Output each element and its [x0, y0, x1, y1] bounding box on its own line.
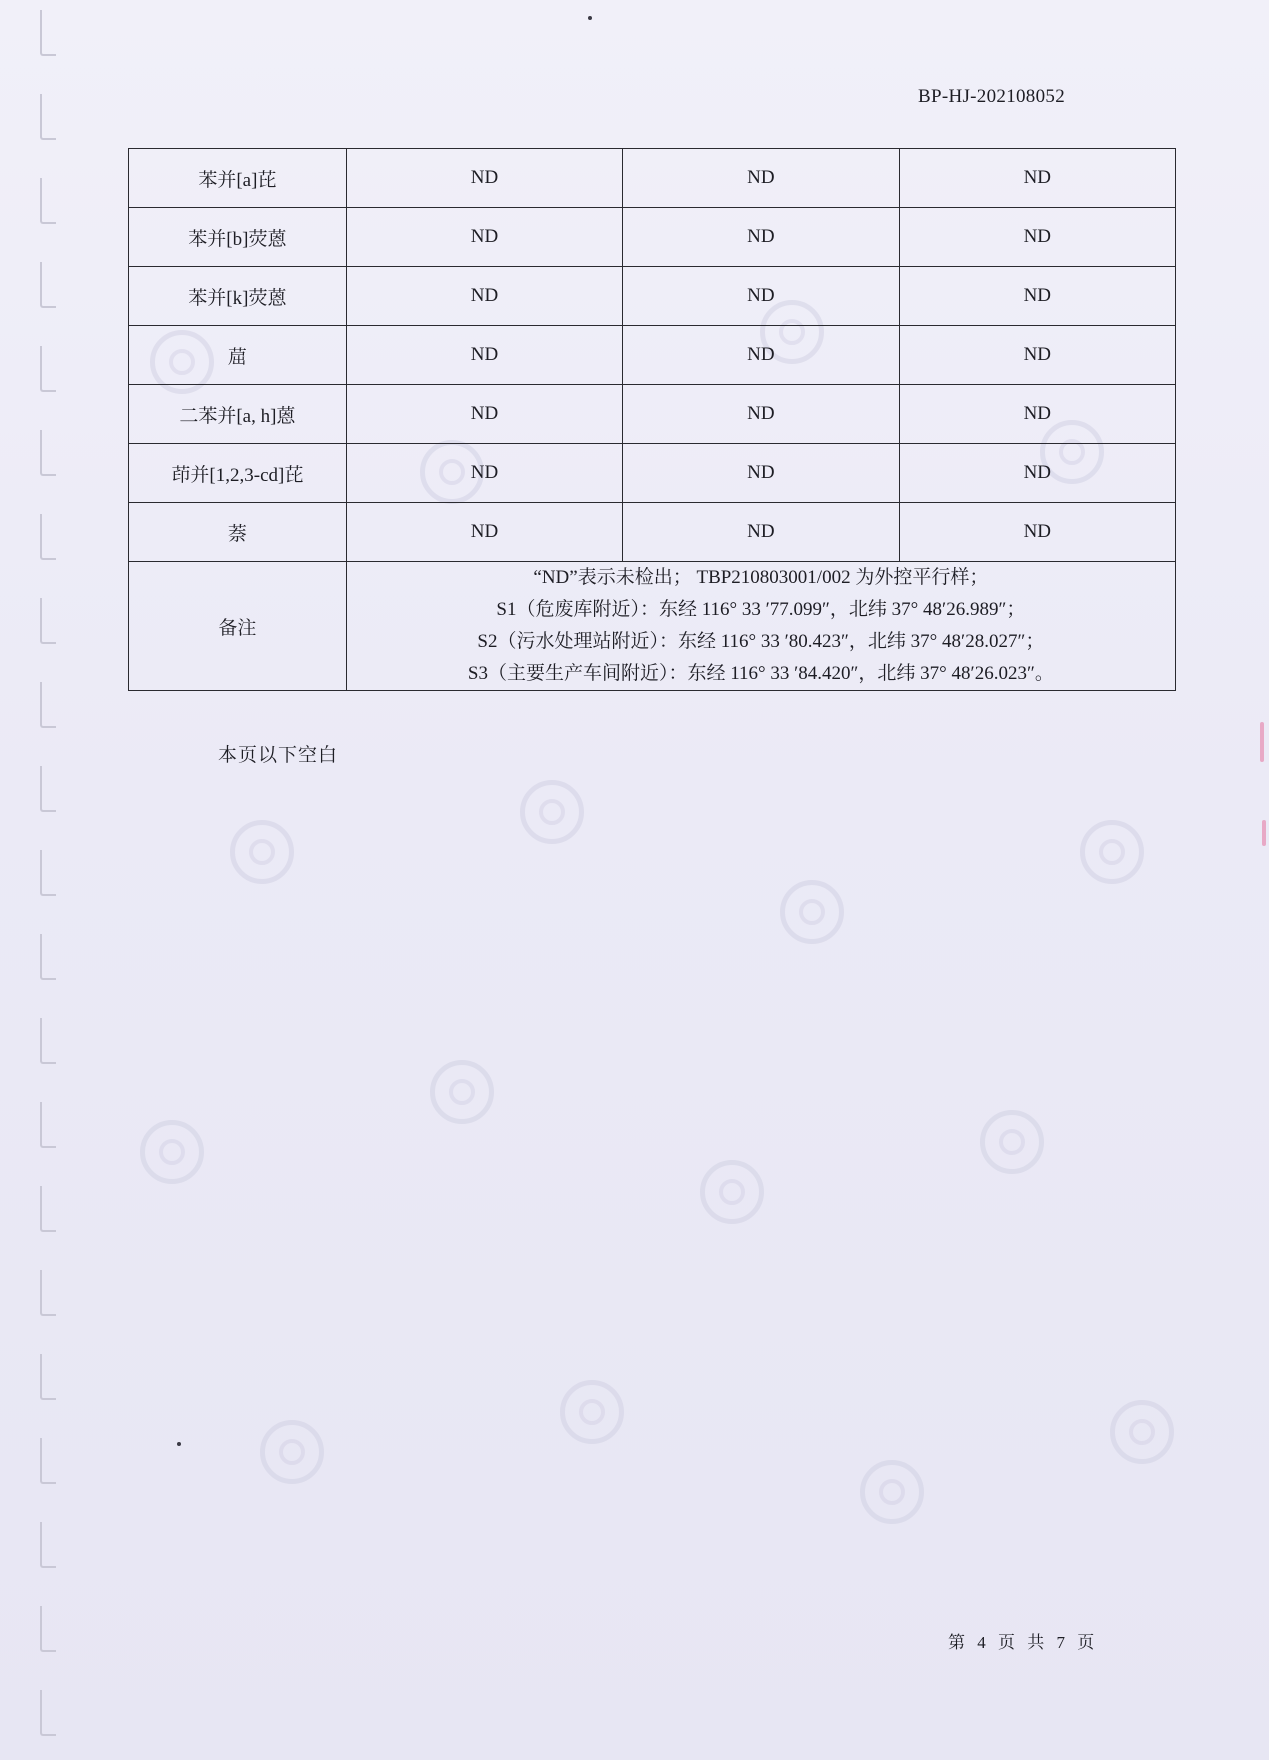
binding-holes: [34, 0, 64, 1760]
result-value-cell: ND: [623, 267, 899, 326]
table-row: [129, 385, 1176, 444]
result-value-cell: ND: [623, 385, 899, 444]
result-value-cell: ND: [623, 326, 899, 385]
result-value-cell: ND: [899, 149, 1175, 208]
compound-name-cell: 苯并[k]荧蒽: [129, 267, 347, 326]
document-number: BP-HJ-202108052: [918, 86, 1066, 107]
test-results-table: [128, 148, 1176, 691]
result-value-cell: ND: [346, 326, 622, 385]
scan-speck: [177, 1442, 181, 1446]
result-value-cell: ND: [899, 326, 1175, 385]
remark-content: [346, 562, 1175, 691]
blank-page-note: 本页以下空白: [218, 745, 339, 766]
table-row: [129, 444, 1176, 503]
compound-name-cell: 䓛: [129, 326, 347, 385]
result-value-cell: ND: [346, 385, 622, 444]
result-value-cell: ND: [346, 444, 622, 503]
compound-name-cell: 苯并[b]荧蒽: [129, 208, 347, 267]
compound-name-cell: 茚并[1,2,3-cd]芘: [129, 444, 347, 503]
result-value-cell: ND: [899, 208, 1175, 267]
table-row: [129, 208, 1176, 267]
remark-line: “ND”表示未检出； TBP210803001/002 为外控平行样；: [533, 567, 989, 588]
result-value-cell: ND: [623, 444, 899, 503]
table-row: [129, 503, 1176, 562]
edge-mark: [1260, 722, 1264, 762]
result-value-cell: ND: [899, 444, 1175, 503]
remark-row: [129, 562, 1176, 691]
result-value-cell: ND: [899, 503, 1175, 562]
result-value-cell: ND: [899, 267, 1175, 326]
scan-speck: [588, 16, 592, 20]
compound-name-cell: 萘: [129, 503, 347, 562]
table-body: [129, 149, 1176, 691]
edge-mark: [1262, 820, 1266, 846]
result-value-cell: ND: [623, 503, 899, 562]
result-value-cell: ND: [899, 385, 1175, 444]
result-value-cell: ND: [623, 208, 899, 267]
result-value-cell: ND: [623, 149, 899, 208]
result-value-cell: ND: [346, 503, 622, 562]
remark-line: S3（主要生产车间附近）：东经 116° 33 ′84.420″，北纬 37° 48′26.023″。: [467, 663, 1054, 684]
compound-name-cell: 二苯并[a, h]蒽: [129, 385, 347, 444]
result-value-cell: ND: [346, 208, 622, 267]
remark-line: S1（危废库附近）：东经 116° 33 ′77.099″，北纬 37° 48′26.989″；: [496, 599, 1026, 620]
compound-name-cell: 苯并[a]芘: [129, 149, 347, 208]
page-number: 第 4 页 共 7 页: [948, 1633, 1099, 1652]
remark-label: 备注: [129, 562, 347, 691]
result-value-cell: ND: [346, 267, 622, 326]
result-value-cell: ND: [346, 149, 622, 208]
table-row: [129, 149, 1176, 208]
remark-line: S2（污水处理站附近）：东经 116° 33 ′80.423″，北纬 37° 48′28.027″；: [477, 631, 1045, 652]
table-row: [129, 267, 1176, 326]
table-row: [129, 326, 1176, 385]
